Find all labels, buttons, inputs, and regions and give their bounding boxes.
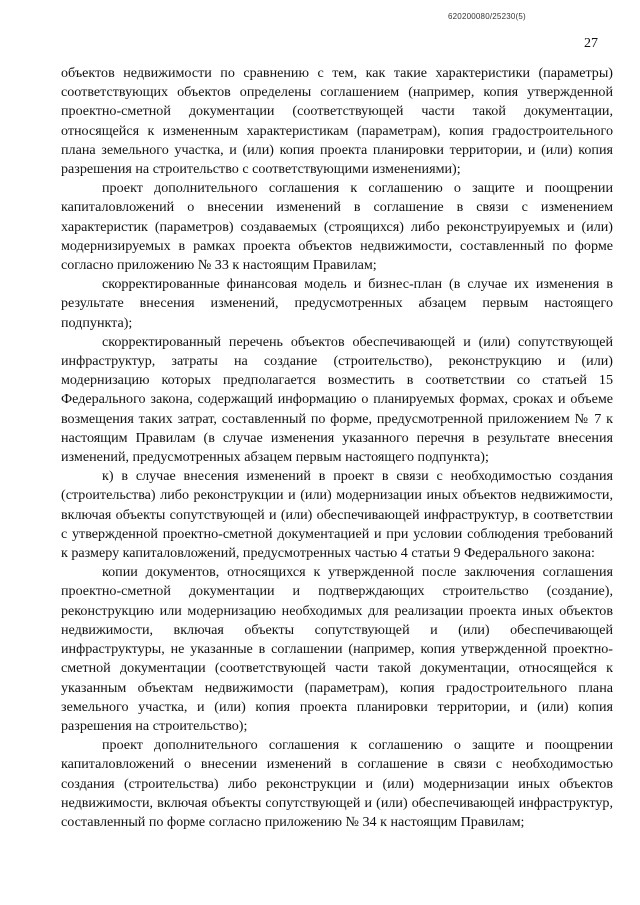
paragraph-item-k: к) в случае внесения изменений в проект в связи с необходимостью создания (строительства) либо реконструкции и (или) модернизации иных объектов недвижимости, включая объекты сопутствующей и (или) обеспечивающей инфраструктур, в соответствии с утвержденной проектно-сметной документацией и при условии соблюдения требований к размеру капиталовложений, предусмотренных частью 4 статьи 9 Федерального закона: <box>61 468 613 562</box>
paragraph: скорректированные финансовая модель и бизнес-план (в случае их изменения в результате внесения изменений, предусмотренных абзацем первым настоящего подпункта); <box>61 276 613 331</box>
document-code: 620200080/25230(5) <box>448 12 526 21</box>
document-body <box>61 64 613 832</box>
paragraph: скорректированный перечень объектов обеспечивающей и (или) сопутствующей инфраструктур, затраты на создание (строительство), реконструкцию и (или) модернизацию которых предполагается возместить в соответствии со статьей 15 Федерального закона, содержащий информацию о планируемых формах, сроках и объеме возмещения таких затрат, составленный по форме, предусмотренной приложением № 7 к настоящим Правилам (в случае изменения указанного перечня в результате внесения изменений, предусмотренных абзацем первым настоящего подпункта); <box>61 333 613 466</box>
paragraph: копии документов, относящихся к утвержденной после заключения соглашения проектно-сметной документации и подтверждающих строительство (создание), реконструкцию или модернизацию необходимых для реализации проекта иных объектов недвижимости, включая объекты сопутствующей и (или) обеспечивающей инфраструктуры, не указанные в соглашении (например, копия утвержденной проектно-сметной документации (соответствующей части такой документации, относящейся к указанным объектам недвижимости (параметрам), копия градостроительного плана земельного участка, и (или) копия проекта планировки территории, и (или) копия разрешения на строительство); <box>61 564 613 734</box>
paragraph: проект дополнительного соглашения к соглашению о защите и поощрении капиталовложений о внесении изменений в соглашение в связи с необходимостью создания (строительства) либо реконструкции и (или) модернизации иных объектов недвижимости, включая объекты сопутствующей и (или) обеспечивающей инфраструктур, составленный по форме согласно приложению № 34 к настоящим Правилам; <box>61 737 613 830</box>
page-number: 27 <box>584 36 598 51</box>
paragraph: проект дополнительного соглашения к соглашению о защите и поощрении капиталовложений о внесении изменений в соглашение в связи с изменением характеристик (параметров) создаваемых (строящихся) либо реконструируемых и (или) модернизируемых в рамках проекта объектов недвижимости, составленный по форме согласно приложению № 33 к настоящим Правилам; <box>61 180 613 274</box>
paragraph: объектов недвижимости по сравнению с тем, как такие характеристики (параметры) соответствующих объектов определены соглашением (например, копия утвержденной проектно-сметной документации (соответствующей части такой документации, относящейся к измененным характеристикам (параметрам), копия градостроительного плана земельного участка, и (или) копия проекта планировки территории, и (или) копия разрешения на строительство с соответствующими изменениями); <box>61 65 613 178</box>
